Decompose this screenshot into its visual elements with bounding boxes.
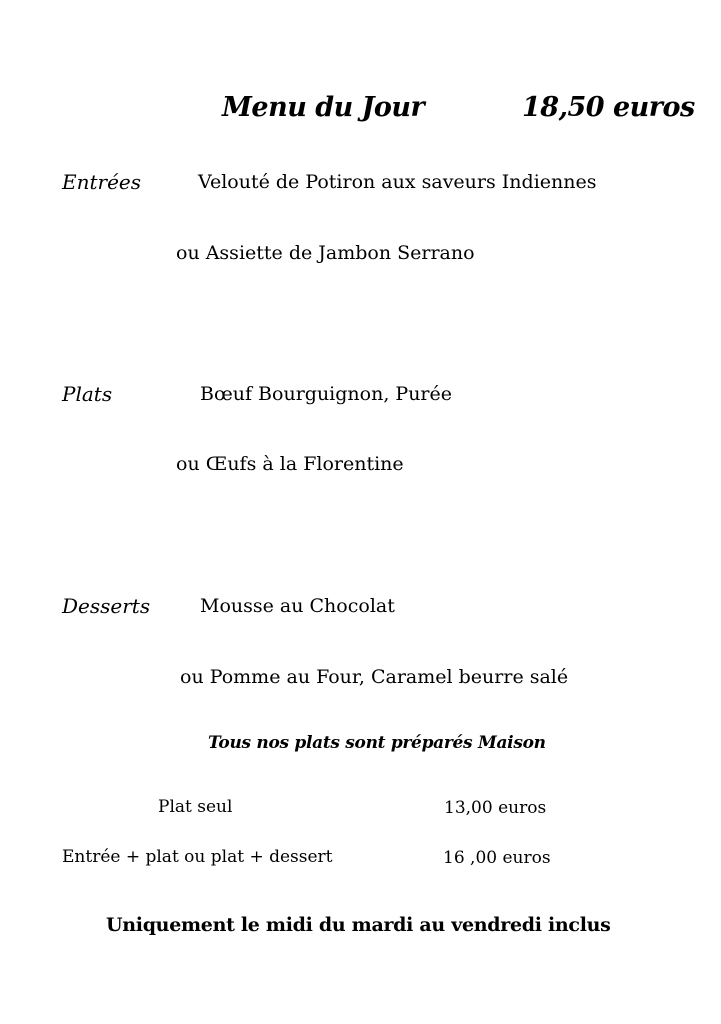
section-label-plats: Plats — [62, 382, 113, 406]
section-label-entrees: Entrées — [62, 170, 142, 194]
section-label-desserts: Desserts — [62, 594, 151, 618]
menu-price: 18,50 euros — [522, 92, 695, 123]
homemade-note: Tous nos plats sont préparés Maison — [208, 733, 546, 753]
formula-price-plat-seul: 13,00 euros — [444, 798, 547, 818]
dish-dessert-2: ou Pomme au Four, Caramel beurre salé — [180, 666, 569, 688]
formula-label-plat-seul: Plat seul — [158, 797, 233, 817]
formula-price-combo: 16 ,00 euros — [443, 848, 551, 868]
dish-plat-1: Bœuf Bourguignon, Purée — [200, 383, 453, 405]
dish-plat-2: ou Œufs à la Florentine — [176, 453, 404, 475]
dish-entree-1: Velouté de Potiron aux saveurs Indiennes — [198, 171, 597, 193]
menu-title: Menu du Jour — [222, 92, 425, 123]
dish-dessert-1: Mousse au Chocolat — [200, 595, 395, 617]
dish-entree-2: ou Assiette de Jambon Serrano — [176, 242, 475, 264]
formula-label-combo: Entrée + plat ou plat + dessert — [62, 847, 333, 867]
availability-footer: Uniquement le midi du mardi au vendredi inclus — [106, 914, 611, 936]
